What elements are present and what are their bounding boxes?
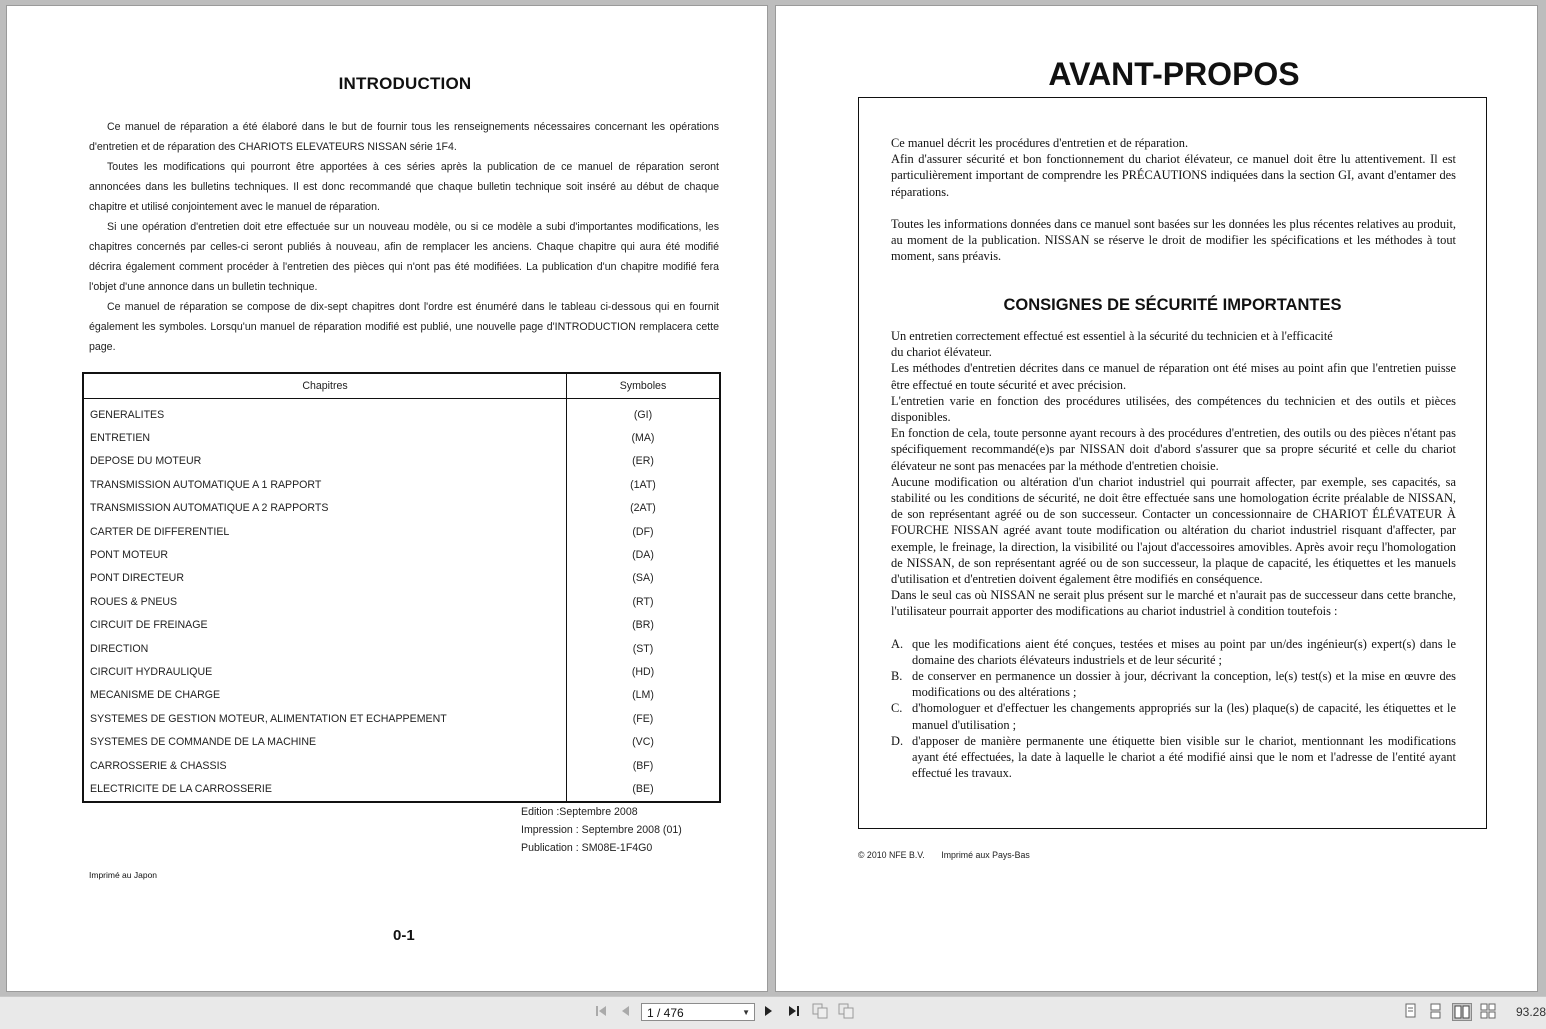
- chapter-cell: CARTER DE DIFFERENTIEL: [83, 520, 567, 543]
- symbol-cell: (DF): [632, 525, 654, 538]
- list-item: [891, 636, 1456, 668]
- list-text: que les modifications aient été conçues, testées et mises au point par un/des ingénieur(s) expert(s) dans le domaine des chariots élévateurs industriels et de leur sécurité ;: [912, 636, 1456, 667]
- right-page: [776, 6, 1537, 991]
- symbols-header: Symboles: [567, 373, 721, 399]
- chapter-cell: DEPOSE DU MOTEUR: [83, 450, 567, 473]
- table-row: [83, 754, 720, 777]
- symbol-cell: (2AT): [630, 502, 656, 515]
- chapter-cell: PONT MOTEUR: [83, 543, 567, 566]
- table-row: [83, 520, 720, 543]
- left-page: [7, 6, 767, 991]
- table-row: [83, 567, 720, 590]
- copyright-text: © 2010 NFE B.V.: [858, 850, 925, 860]
- page-indicator: 1 / 476: [647, 1006, 684, 1020]
- intro-paragraph: Toutes les modifications qui pourront être apportées à ces séries après la publication de ce manuel de réparation seront annoncées dans les bulletins techniques. Il est donc recommandé que chaque bulletin technique soit inséré au début de chaque chapitre et utilisé conjointement avec le manuel de réparation.: [89, 161, 719, 213]
- chapters-header: Chapitres: [83, 373, 567, 399]
- symbol-cell: (VC): [632, 736, 654, 749]
- safety-paragraph: En fonction de cela, toute personne ayant recours à des procédures d'entretien, des outils ou des pièces n'étant pas spécifiquement recommandé(e)s par NISSAN doit d'abord s'assurer que sa propre sécurité et celle du chariot élévateur ne sont pas menacées par la méthode d'entretien choisie.: [891, 426, 1456, 473]
- symbol-cell: (SA): [632, 572, 654, 585]
- introduction-text: [89, 117, 719, 357]
- safety-paragraph: Un entretien correctement effectué est essentiel à la sécurité du technicien et à l'efficacité: [891, 329, 1333, 343]
- list-text: d'apposer de manière permanente une étiquette bien visible sur le chariot, mentionnant les modifications ayant été effectuées, la date à laquelle le chariot a été modifié ainsi que le nom et l'adresse de l'entité ayant effectué les travaux.: [912, 733, 1456, 781]
- list-letter: D.: [891, 733, 904, 748]
- page-layout-icon[interactable]: [837, 1003, 855, 1021]
- list-letter: C.: [891, 701, 903, 716]
- first-page-icon[interactable]: [592, 1003, 610, 1021]
- symbol-cell: (MA): [631, 432, 655, 445]
- introduction-title: INTRODUCTION: [338, 74, 472, 93]
- next-page-icon[interactable]: [759, 1003, 777, 1021]
- table-row: [83, 777, 720, 801]
- two-page-icon[interactable]: [1452, 1003, 1472, 1021]
- chapter-cell: SYSTEMES DE GESTION MOTEUR, ALIMENTATION ET ECHAPPEMENT: [83, 707, 567, 730]
- table-row: [83, 707, 720, 730]
- previous-page-icon[interactable]: [617, 1003, 635, 1021]
- table-row: [83, 450, 720, 473]
- list-item: [891, 733, 1456, 782]
- zoom-level[interactable]: 93.28: [1516, 1005, 1546, 1019]
- edition-date: Edition :Septembre 2008: [521, 806, 638, 818]
- list-letter: A.: [891, 636, 904, 651]
- foreword-line: Afin d'assurer sécurité et bon fonctionnement du chariot élévateur, ce manuel doit être lu attentivement. Il est particulièrement important de comprendre les PRÉCAUTIONS indiquées dans la section GI, avant d'entamer des réparations.: [891, 152, 1456, 199]
- publication-code: Publication : SM08E-1F4G0: [521, 842, 653, 854]
- list-letter: B.: [891, 669, 903, 684]
- safety-title: CONSIGNES DE SÉCURITÉ IMPORTANTES: [1003, 296, 1342, 314]
- symbol-cell: (RT): [632, 595, 654, 608]
- table-row: [83, 730, 720, 753]
- symbol-cell: (GI): [633, 408, 653, 421]
- chapter-cell: CIRCUIT DE FREINAGE: [83, 614, 567, 637]
- symbol-cell: (LM): [632, 689, 654, 702]
- table-row: [83, 426, 720, 449]
- printed-in-japan: Imprimé au Japon: [89, 870, 158, 880]
- page-selector[interactable]: [641, 1003, 755, 1021]
- intro-paragraph: Ce manuel de réparation a été élaboré dans le but de fournir tous les renseignements nécessaires concernant les opérations d'entretien et de réparation des CHARIOTS ELEVATEURS NISSAN série 1F4.: [89, 121, 719, 153]
- conditions-list: [891, 636, 1456, 782]
- table-row: [83, 684, 720, 707]
- avant-propos-box: [858, 97, 1487, 829]
- chapter-cell: MECANISME DE CHARGE: [83, 684, 567, 707]
- symbol-cell: (1AT): [630, 478, 656, 491]
- safety-paragraph: Aucune modification ou altération d'un chariot industriel qui pourrait affecter, par exemple, ses capacités, sa stabilité ou les conditions de sécurité, ne doit être effectuée sans une homologation écrite préalable de NISSAN, de son représentant agréé ou de son successeur. Contacter un concessionnaire de CHARIOT ÉLÉVATEUR À FOURCHE NISSAN agréé avant toute modification ou altération du chariot industriel risquant d'affecter, par exemple, le freinage, la direction, la visibilité ou l'ajout d'accessoires amovibles. Après avoir reçu l'homologation de NISSAN, de son représentant agréé ou de son successeur, la plaque de capacité, les étiquettes et les manuels d'utilisation et d'entretien doivent également être modifiés en conséquence.: [891, 474, 1456, 587]
- symbol-cell: (ER): [632, 455, 654, 468]
- list-text: d'homologuer et d'effectuer les changements appropriés sur la (les) plaque(s) de capacité, les étiquettes et le manuel d'utilisation ;: [912, 701, 1456, 732]
- safety-paragraph: L'entretien varie en fonction des procédures utilisées, des compétences du technicien et des outils et pièces disponibles.: [891, 393, 1456, 425]
- chevron-down-icon: ▼: [742, 1008, 750, 1017]
- symbol-cell: (BE): [632, 782, 654, 795]
- foreword-line: Toutes les informations données dans ce manuel sont basées sur les données les plus récentes relatives au produit, au moment de la publication. NISSAN se réserve le droit de modifier les spécifications et les méthodes à tout moment, sans préavis.: [891, 217, 1456, 264]
- table-row: [83, 614, 720, 637]
- chapter-cell: ROUES & PNEUS: [83, 590, 567, 613]
- symbol-cell: (DA): [632, 549, 654, 562]
- chapter-cell: GENERALITES: [83, 399, 567, 427]
- foreword-line: Ce manuel décrit les procédures d'entretien et de réparation.: [891, 136, 1189, 150]
- page-number: 0-1: [393, 927, 415, 944]
- intro-paragraph: Ce manuel de réparation se compose de dix-sept chapitres dont l'ordre est énuméré dans le tableau ci-dessous qui en fournit également les symboles. Lorsqu'un manuel de réparation modifié est publié, une nouvelle page d'INTRODUCTION remplacera cette page.: [89, 301, 719, 353]
- symbol-cell: (BF): [632, 759, 654, 772]
- last-page-icon[interactable]: [785, 1003, 803, 1021]
- table-row: [83, 590, 720, 613]
- single-page-icon[interactable]: [1401, 1003, 1419, 1021]
- printed-in-netherlands: Imprimé aux Pays-Bas: [941, 850, 1030, 860]
- list-item: [891, 668, 1456, 700]
- list-text: de conserver en permanence un dossier à jour, décrivant la conception, le(s) test(s) et la mise en œuvre des modifications ou des altérations ;: [912, 669, 1456, 700]
- symbol-cell: (FE): [632, 712, 654, 725]
- foreword-paragraph-2: [891, 216, 1456, 265]
- table-row: [83, 473, 720, 496]
- chapter-cell: ELECTRICITE DE LA CARROSSERIE: [83, 777, 567, 801]
- chapter-cell: ENTRETIEN: [83, 426, 567, 449]
- table-row: [83, 497, 720, 520]
- chapter-cell: CIRCUIT HYDRAULIQUE: [83, 660, 567, 683]
- chapter-cell: PONT DIRECTEUR: [83, 567, 567, 590]
- chapter-cell: DIRECTION: [83, 637, 567, 660]
- continuous-page-icon[interactable]: [1426, 1003, 1444, 1021]
- symbol-cell: (BR): [632, 619, 654, 632]
- copyright-line: [858, 850, 1044, 860]
- safety-paragraph: du chariot élévateur.: [891, 345, 992, 360]
- avant-propos-title: AVANT-PROPOS: [1048, 56, 1300, 92]
- chapter-cell: TRANSMISSION AUTOMATIQUE A 1 RAPPORT: [83, 473, 567, 496]
- safety-paragraph: Les méthodes d'entretien décrites dans ce manuel de réparation ont été mises au point afin que l'entretien puisse être effectué en toute sécurité et avec précision.: [891, 361, 1456, 392]
- table-row: [83, 543, 720, 566]
- copy-page-icon[interactable]: [811, 1003, 829, 1021]
- intro-paragraph: Si une opération d'entretien doit etre effectuée sur un nouveau modèle, ou si ce modèle a subi d'importantes modifications, les chapitres concernés par celles-ci seront publiés à nouveau, afin de remplacer les anciens. Chaque chapitre qui aura été modifié décrira également comment procéder à l'entretien des pièces qui n'ont pas été modifiées. La publication d'un chapitre modifié fera l'objet d'une annonce dans un bulletin technique.: [89, 221, 719, 293]
- edition-info: [521, 803, 682, 857]
- chapter-cell: CARROSSERIE & CHASSIS: [83, 754, 567, 777]
- chapters-table: [82, 372, 721, 803]
- table-row: [83, 637, 720, 660]
- chapter-cell: TRANSMISSION AUTOMATIQUE A 2 RAPPORTS: [83, 497, 567, 520]
- table-row: [83, 399, 720, 427]
- foreword-paragraph-1: [891, 135, 1456, 200]
- viewer-toolbar: [0, 996, 1546, 1029]
- list-item: [891, 700, 1456, 732]
- two-page-continuous-icon[interactable]: [1479, 1003, 1497, 1021]
- safety-text: [891, 328, 1456, 781]
- impression-date: Impression : Septembre 2008 (01): [521, 824, 682, 836]
- table-row: [83, 660, 720, 683]
- symbol-cell: (ST): [632, 642, 654, 655]
- symbol-cell: (HD): [631, 665, 655, 678]
- safety-paragraph: Dans le seul cas où NISSAN ne serait plus présent sur le marché et n'aurait pas de successeur dans cette branche, l'utilisateur pourrait apporter des modifications au chariot industriel à condition toutefois :: [891, 588, 1456, 619]
- chapter-cell: SYSTEMES DE COMMANDE DE LA MACHINE: [83, 730, 567, 753]
